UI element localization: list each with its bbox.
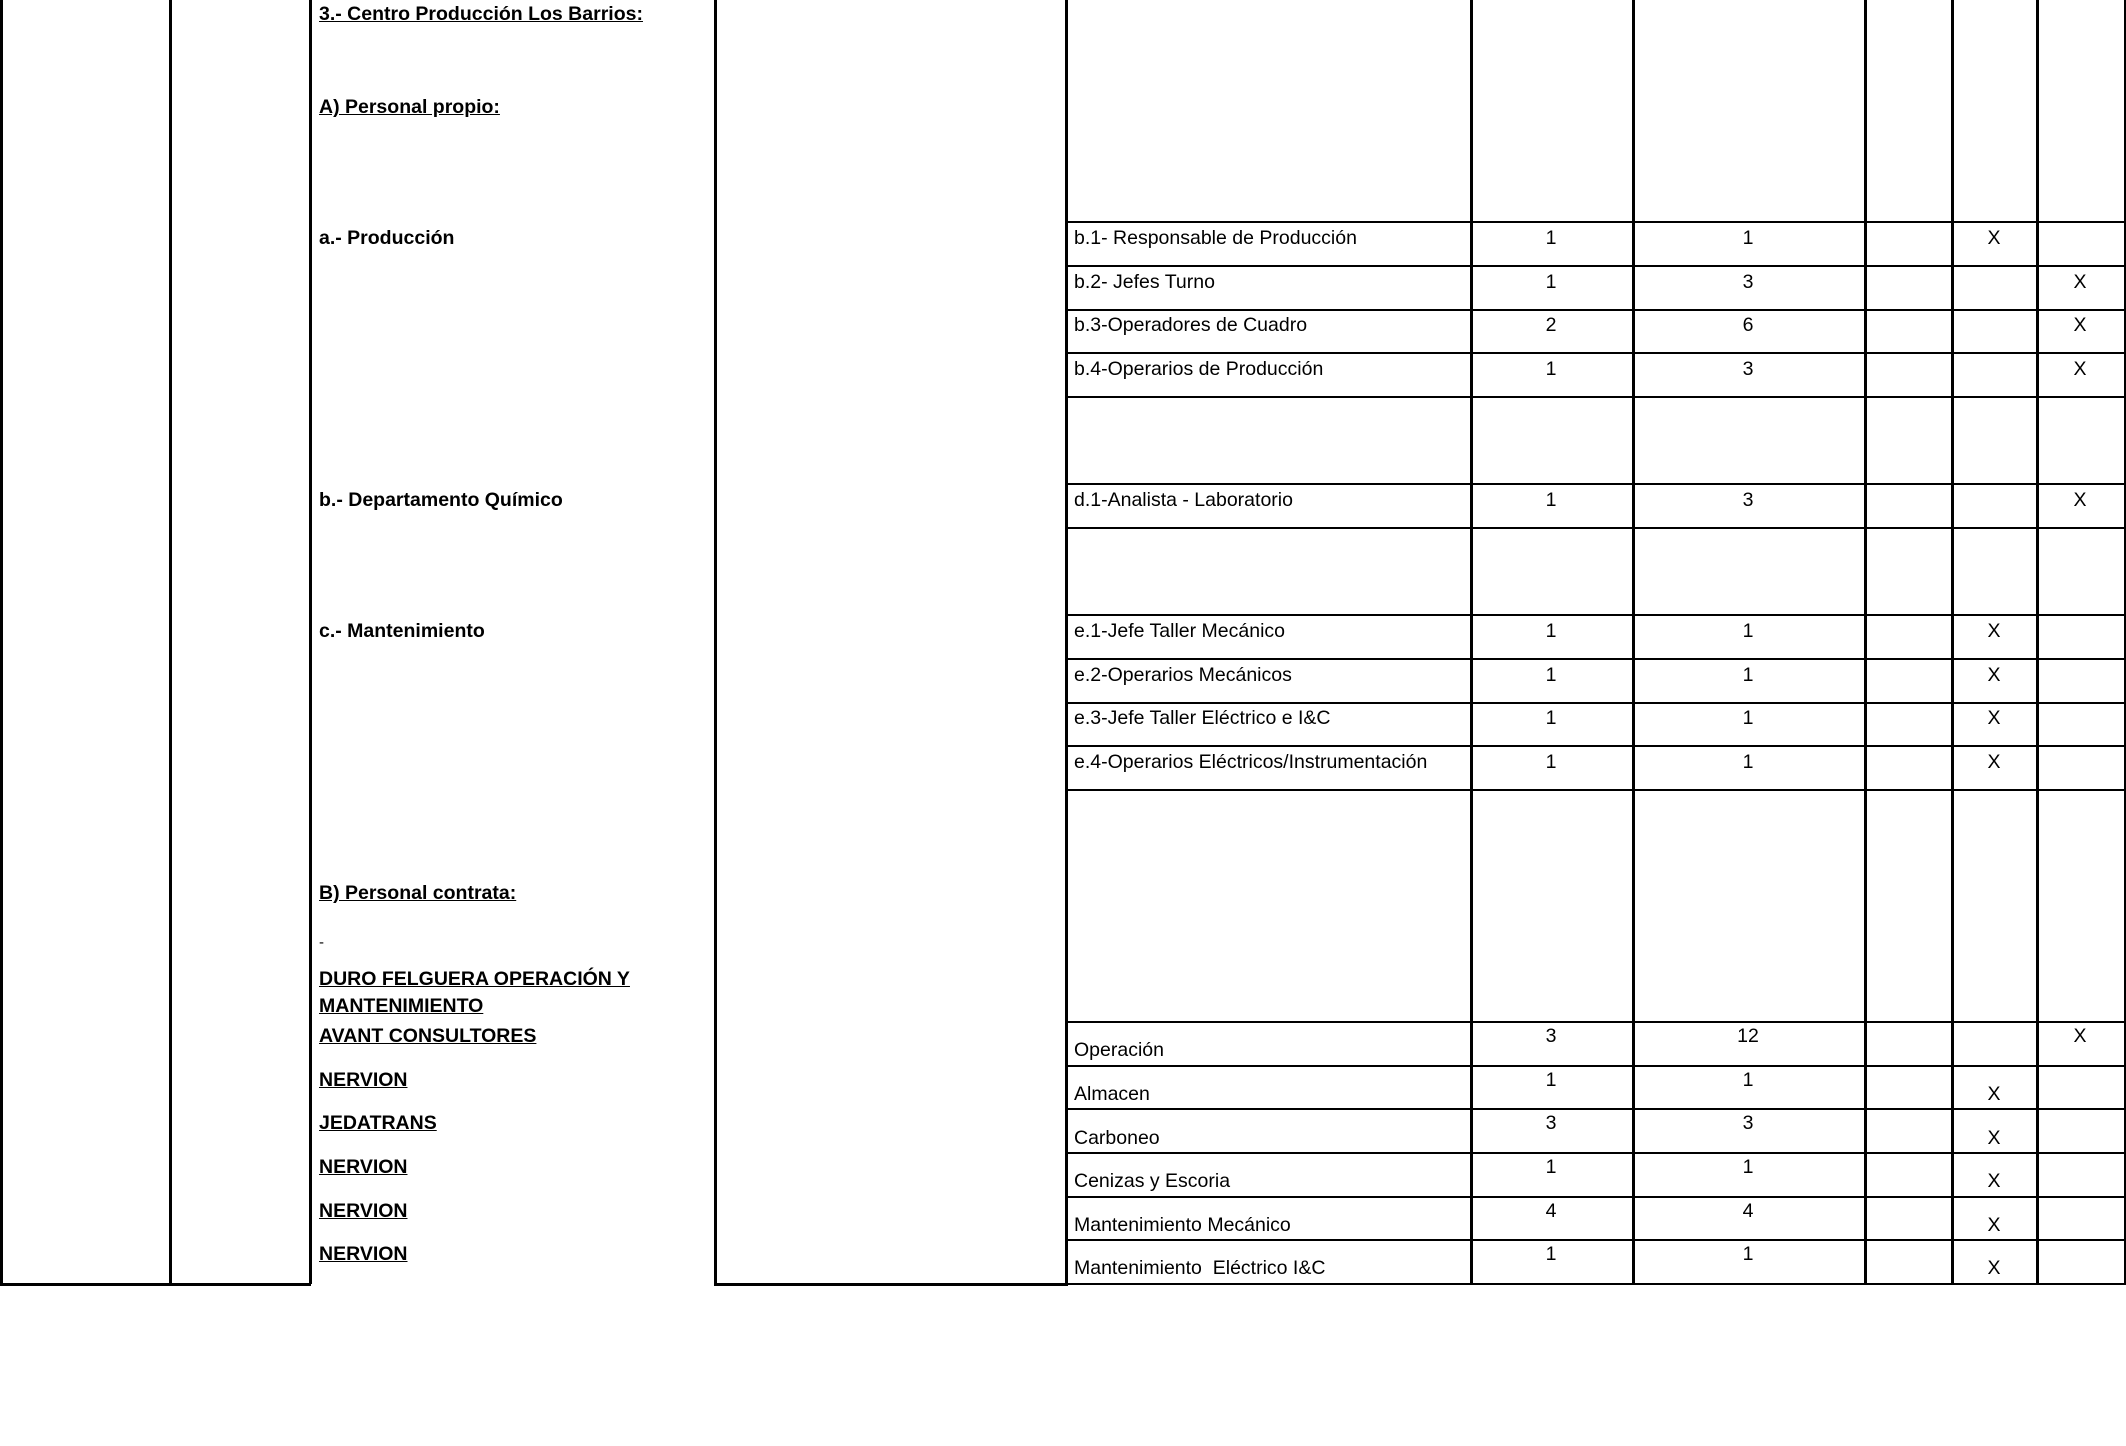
row-border [1065, 1283, 2126, 1285]
mark-cell: X [1987, 751, 2001, 773]
contractor-name: NERVION [319, 1243, 408, 1265]
row-border [1065, 1065, 2126, 1067]
row-border [1065, 483, 2126, 485]
count-cell: 1 [1742, 664, 1754, 686]
contract-dash: - [319, 934, 324, 951]
center-title: 3.- Centro Producción Los Barrios: [319, 3, 643, 25]
mark-cell: X [1987, 1083, 2001, 1105]
row-border [1065, 1152, 2126, 1154]
role-cell: b.4-Operarios de Producción [1074, 358, 1324, 380]
count-cell: 1 [1545, 620, 1557, 642]
row-border [1065, 352, 2126, 354]
mark-cell: X [1987, 707, 2001, 729]
row-border [1065, 1021, 2126, 1023]
role-cell: b.1- Responsable de Producción [1074, 227, 1357, 249]
count-cell: 3 [1545, 1112, 1557, 1134]
mark-cell: X [2073, 314, 2087, 336]
contractor-name: MANTENIMIENTO [319, 995, 484, 1017]
count-cell: 1 [1545, 227, 1557, 249]
row-border [1065, 789, 2126, 791]
col-border [2036, 0, 2039, 1284]
count-cell: 1 [1545, 664, 1557, 686]
role-cell: Cenizas y Escoria [1074, 1170, 1231, 1192]
section-maintenance: c.- Mantenimiento [319, 620, 485, 642]
count-cell: 1 [1742, 1156, 1754, 1178]
count-cell: 1 [1742, 1243, 1754, 1265]
mark-cell: X [2073, 489, 2087, 511]
col-border [1864, 0, 1867, 1284]
row-border [1065, 1239, 2126, 1241]
role-cell: Almacen [1074, 1083, 1150, 1105]
mark-cell: X [1987, 227, 2001, 249]
row-border [1065, 527, 2126, 529]
contractor-name: NERVION [319, 1156, 408, 1178]
count-cell: 6 [1742, 314, 1754, 336]
row-border [1065, 396, 2126, 398]
contractor-name: DURO FELGUERA OPERACIÓN Y [319, 968, 630, 990]
count-cell: 1 [1742, 1069, 1754, 1091]
mark-cell: X [1987, 1127, 2001, 1149]
count-cell: 4 [1545, 1200, 1557, 1222]
count-cell: 1 [1545, 358, 1557, 380]
count-cell: 1 [1742, 707, 1754, 729]
mark-cell: X [1987, 1214, 2001, 1236]
mark-cell: X [2073, 1025, 2087, 1047]
mark-cell: X [1987, 664, 2001, 686]
role-cell: e.2-Operarios Mecánicos [1074, 664, 1292, 686]
row-border [0, 1283, 311, 1286]
count-cell: 1 [1545, 751, 1557, 773]
contractor-name: NERVION [319, 1200, 408, 1222]
role-cell: b.3-Operadores de Cuadro [1074, 314, 1308, 336]
count-cell: 3 [1742, 1112, 1754, 1134]
role-cell: e.1-Jefe Taller Mecánico [1074, 620, 1285, 642]
count-cell: 1 [1742, 227, 1754, 249]
col-border [1951, 0, 1954, 1284]
mark-cell: X [2073, 271, 2087, 293]
count-cell: 1 [1545, 489, 1557, 511]
role-cell: b.2- Jefes Turno [1074, 271, 1215, 293]
count-cell: 1 [1545, 707, 1557, 729]
mark-cell: X [1987, 620, 2001, 642]
row-border [1065, 1108, 2126, 1110]
count-cell: 3 [1742, 358, 1754, 380]
col-border [1632, 0, 1635, 1284]
row-border [714, 1283, 1068, 1286]
role-cell: e.4-Operarios Eléctricos/Instrumentación [1074, 751, 1428, 773]
row-border [1065, 265, 2126, 267]
own-staff-title: A) Personal propio: [319, 96, 500, 118]
row-border [1065, 221, 2126, 223]
contract-staff-title: B) Personal contrata: [319, 882, 517, 904]
count-cell: 3 [1742, 271, 1754, 293]
row-border [1065, 309, 2126, 311]
count-cell: 4 [1742, 1200, 1754, 1222]
count-cell: 1 [1545, 1069, 1557, 1091]
count-cell: 1 [1742, 620, 1754, 642]
mark-cell: X [1987, 1170, 2001, 1192]
role-cell: Carboneo [1074, 1127, 1160, 1149]
count-cell: 1 [1742, 751, 1754, 773]
col-border [169, 0, 172, 1284]
col-border [1065, 0, 1068, 1284]
section-production: a.- Producción [319, 227, 455, 249]
contractor-name: JEDATRANS [319, 1112, 437, 1134]
contractor-name: AVANT CONSULTORES [319, 1025, 537, 1047]
row-border [1065, 1196, 2126, 1198]
col-border [714, 0, 717, 1284]
row-border [1065, 702, 2126, 704]
role-cell: e.3-Jefe Taller Eléctrico e I&C [1074, 707, 1331, 729]
count-cell: 12 [1737, 1025, 1759, 1047]
row-border [1065, 614, 2126, 616]
role-cell: Mantenimiento Mecánico [1074, 1214, 1291, 1236]
count-cell: 2 [1545, 314, 1557, 336]
col-border [1470, 0, 1473, 1284]
row-border [1065, 745, 2126, 747]
role-cell: d.1-Analista - Laboratorio [1074, 489, 1293, 511]
count-cell: 3 [1545, 1025, 1557, 1047]
count-cell: 3 [1742, 489, 1754, 511]
role-cell: Operación [1074, 1039, 1164, 1061]
count-cell: 1 [1545, 271, 1557, 293]
row-border [1065, 658, 2126, 660]
count-cell: 1 [1545, 1243, 1557, 1265]
role-cell: Mantenimiento Eléctrico I&C [1074, 1257, 1326, 1279]
contractor-name: NERVION [319, 1069, 408, 1091]
col-border [309, 0, 312, 1284]
count-cell: 1 [1545, 1156, 1557, 1178]
mark-cell: X [2073, 358, 2087, 380]
mark-cell: X [1987, 1257, 2001, 1279]
col-border [0, 0, 3, 1284]
section-chemistry: b.- Departamento Químico [319, 489, 563, 511]
